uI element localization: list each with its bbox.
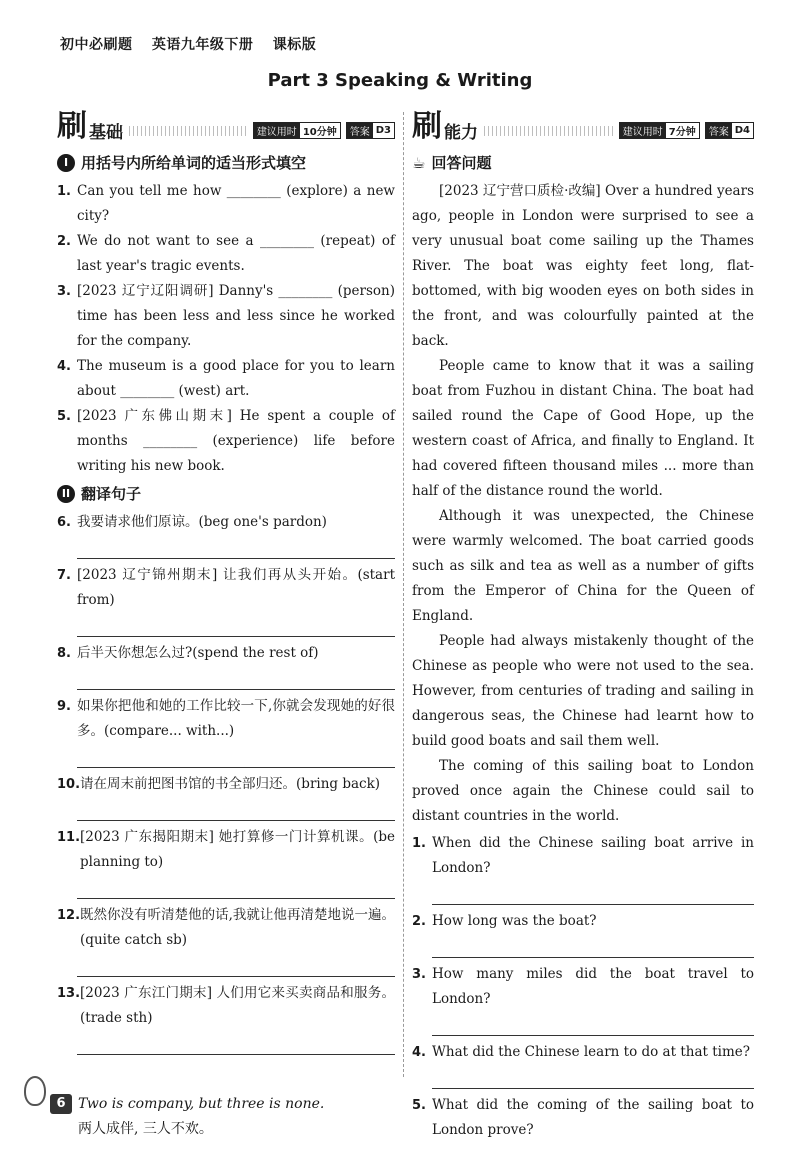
question-item bbox=[57, 179, 395, 229]
section-label: 基础 bbox=[89, 122, 123, 143]
question-text: Can you tell me how ________ (explore) a new city? bbox=[77, 183, 395, 224]
question-item bbox=[412, 1040, 754, 1065]
question-number: 7. bbox=[57, 568, 71, 583]
question-number: 12. bbox=[57, 908, 81, 923]
footer-proverb-en: Two is company, but three is none. bbox=[78, 1096, 325, 1112]
question-number: 2. bbox=[412, 914, 426, 929]
question-text: When did the Chinese sailing boat arrive in London? bbox=[432, 835, 754, 876]
time-badge: 建议用时 10分钟 bbox=[253, 122, 341, 139]
subsection-heading: ☕ 回答问题 bbox=[412, 153, 492, 172]
question-item bbox=[57, 641, 395, 666]
question-text: How long was the boat? bbox=[432, 913, 597, 929]
subsection-2-heading: II 翻译句子 bbox=[57, 483, 395, 504]
question-text: [2023 辽宁锦州期末] 让我们再从头开始。(start from) bbox=[77, 567, 395, 608]
question-number: 3. bbox=[57, 284, 71, 299]
question-text: [2023 广东揭阳期末] 她打算修一门计算机课。(be planning to) bbox=[80, 829, 395, 870]
passage-paragraph: The coming of this sailing boat to London proved once again the Chinese could sail to distant countries in the world. bbox=[412, 758, 754, 824]
question-text: 既然你没有听清楚他的话,我就让他再清楚地说一遍。(quite catch sb) bbox=[80, 907, 395, 948]
answer-line[interactable] bbox=[77, 666, 395, 690]
answer-line[interactable] bbox=[77, 744, 395, 768]
question-text: 如果你把他和她的工作比较一下,你就会发现她的好很多。(compare... with...) bbox=[77, 698, 395, 739]
question-item bbox=[57, 981, 395, 1031]
question-number: 4. bbox=[57, 359, 71, 374]
section-big-char: 刷 bbox=[57, 109, 87, 144]
question-text: We do not want to see a ________ (repeat) of last year's tragic events. bbox=[77, 233, 395, 274]
part-title: Part 3 Speaking & Writing bbox=[267, 70, 533, 91]
answer-line[interactable] bbox=[77, 797, 395, 821]
answer-line[interactable] bbox=[432, 1065, 754, 1089]
question-number: 11. bbox=[57, 830, 81, 845]
roman-numeral-badge: I bbox=[57, 154, 75, 172]
question-text: 我要请求他们原谅。(beg one's pardon) bbox=[77, 514, 327, 530]
balloon-icon bbox=[24, 1076, 46, 1106]
answer-line[interactable] bbox=[77, 613, 395, 637]
question-number: 2. bbox=[57, 234, 71, 249]
left-column bbox=[57, 110, 395, 1059]
question-number: 5. bbox=[412, 1098, 426, 1113]
passage-paragraph: People had always mistakenly thought of the Chinese as people who were not used to the sea. However, from centuries of trading and sailing in dangerous seas, the Chinese had learnt how to build good boats and sail them well. bbox=[412, 633, 754, 749]
reading-passage bbox=[412, 179, 754, 829]
question-item bbox=[57, 903, 395, 953]
question-item bbox=[57, 229, 395, 279]
question-text: What did the coming of the sailing boat to London prove? bbox=[432, 1097, 754, 1138]
question-text: [2023 辽宁辽阳调研] Danny's ________ (person) time has been less and less since he worked for the company. bbox=[77, 283, 395, 349]
question-item bbox=[57, 279, 395, 354]
question-item bbox=[412, 831, 754, 881]
question-number: 13. bbox=[57, 986, 81, 1001]
question-text: How many miles did the boat travel to London? bbox=[432, 966, 754, 1007]
answer-badge: 答案 D3 bbox=[346, 122, 395, 139]
answer-line[interactable] bbox=[432, 1012, 754, 1036]
passage-paragraph: Although it was unexpected, the Chinese were warmly welcomed. The boat carried goods such as silk and tea as well as a number of gifts from the Emperor of China for the Queen of England. bbox=[412, 508, 754, 624]
right-column bbox=[412, 110, 754, 1153]
section-header-ability bbox=[412, 110, 754, 144]
passage-paragraph: [2023 辽宁营口质检·改编] Over a hundred years ago, people in London were surprised to see a very unusual boat come sailing up the Thames River. The boat was eighty feet long, flat-bottomed, with big wooden eyes on both sides in the front, and was colourfully painted at the back. bbox=[412, 183, 754, 349]
question-text: What did the Chinese learn to do at that time? bbox=[432, 1044, 750, 1060]
question-text: [2023 广东江门期末] 人们用它来买卖商品和服务。(trade sth) bbox=[80, 985, 395, 1026]
roman-numeral-badge: II bbox=[57, 485, 75, 503]
question-item bbox=[57, 772, 395, 797]
question-list bbox=[412, 831, 754, 1153]
fill-blank-list bbox=[57, 179, 395, 479]
answer-line[interactable] bbox=[432, 1143, 754, 1153]
question-number: 10. bbox=[57, 777, 81, 792]
question-item bbox=[412, 1093, 754, 1143]
column-divider bbox=[403, 112, 404, 1077]
question-number: 6. bbox=[57, 515, 71, 530]
question-number: 3. bbox=[412, 967, 426, 982]
section-label: 能力 bbox=[444, 122, 478, 143]
book-series: 初中必刷题 bbox=[60, 37, 133, 53]
question-number: 1. bbox=[412, 836, 426, 851]
question-number: 1. bbox=[57, 184, 71, 199]
subsection-1-heading: I 用括号内所给单词的适当形式填空 bbox=[57, 152, 395, 173]
question-item bbox=[57, 563, 395, 613]
question-item bbox=[57, 404, 395, 479]
question-item bbox=[57, 694, 395, 744]
running-header bbox=[60, 34, 330, 54]
question-number: 8. bbox=[57, 646, 71, 661]
answer-line[interactable] bbox=[432, 881, 754, 905]
book-subject: 英语九年级下册 bbox=[151, 37, 254, 53]
section-big-char: 刷 bbox=[412, 109, 442, 144]
book-edition: 课标版 bbox=[272, 37, 317, 53]
question-item bbox=[412, 909, 754, 934]
footer-proverb-zh: 两人成伴, 三人不欢。 bbox=[78, 1121, 213, 1137]
answer-line[interactable] bbox=[77, 875, 395, 899]
passage-paragraph: People came to know that it was a sailing boat from Fuzhou in distant China. The boat had sailed round the Cape of Good Hope, up the western coast of Africa, and finally to England. It had covered fifteen thousand miles ... more than half of the distance round the world. bbox=[412, 358, 754, 499]
question-number: 9. bbox=[57, 699, 71, 714]
question-item bbox=[412, 962, 754, 1012]
question-text: [2023 广东佛山期末] He spent a couple of months ________ (experience) life before writing his new book. bbox=[77, 408, 395, 474]
question-item bbox=[57, 825, 395, 875]
answer-line[interactable] bbox=[77, 953, 395, 977]
question-number: 5. bbox=[57, 409, 71, 424]
question-text: 后半天你想怎么过?(spend the rest of) bbox=[77, 645, 319, 661]
time-badge: 建议用时 7分钟 bbox=[619, 122, 700, 139]
question-item bbox=[57, 354, 395, 404]
question-item bbox=[57, 510, 395, 535]
answer-badge: 答案 D4 bbox=[705, 122, 754, 139]
answer-line[interactable] bbox=[77, 1031, 395, 1055]
answer-line[interactable] bbox=[77, 535, 395, 559]
page-number: 6 bbox=[50, 1094, 72, 1114]
dotted-rule bbox=[129, 126, 247, 136]
answer-line[interactable] bbox=[432, 934, 754, 958]
reading-icon: ☕ bbox=[412, 153, 426, 172]
question-text: The museum is a good place for you to learn about ________ (west) art. bbox=[77, 358, 395, 399]
dotted-rule bbox=[484, 126, 613, 136]
question-number: 4. bbox=[412, 1045, 426, 1060]
translation-list bbox=[57, 510, 395, 1055]
section-header-basic bbox=[57, 110, 395, 144]
question-text: 请在周末前把图书馆的书全部归还。(bring back) bbox=[80, 776, 381, 792]
